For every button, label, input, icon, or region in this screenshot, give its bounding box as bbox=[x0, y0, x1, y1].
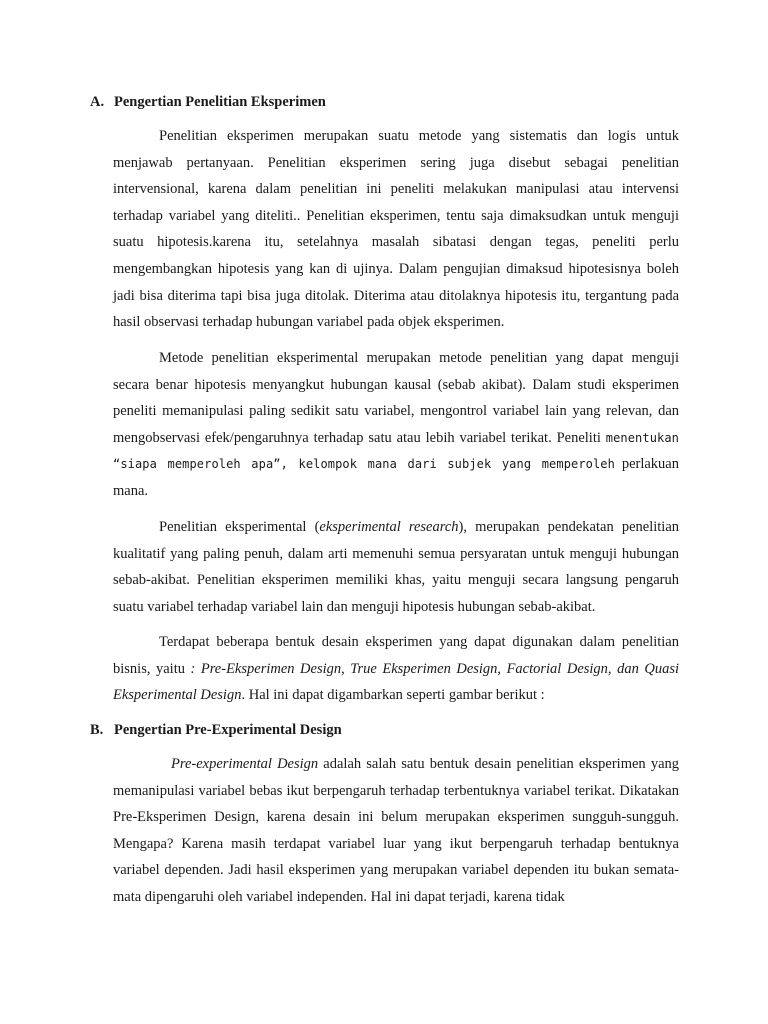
paragraph-3-text-a: Penelitian eksperimental ( bbox=[159, 519, 320, 535]
paragraph-3-italic: eksperimental research bbox=[319, 519, 459, 535]
section-a-heading bbox=[90, 92, 326, 112]
paragraph-1-text: Penelitian eksperimen merupakan suatu metode yang sistematis dan logis untuk menjawab pertanyaan. Penelitian eksperimen sering juga disebut sebagai penelitian intervensional, karena dalam penelitian ini peneliti melakukan manipulasi atau intervensi terhadap variabel yang diteliti.. Penelitian eksperimen, tentu saja dimaksudkan untuk menguji suatu hipotesis.karena itu, setelahnya masalah sibatasi dengan tegas, peneliti perlu mengembangkan hipotesis yang kan di ujinya. Dalam pengujian dimaksud hipotesisnya boleh jadi bisa diterima tapi bisa juga ditolak. Diterima atau ditolaknya hipotesis itu, tergantung pada hasil observasi terhadap hubungan variabel pada objek eksperimen. bbox=[113, 128, 679, 331]
paragraph-2-text-b: menentukan “siapa memperoleh apa”, kelompok mana dari subjek yang memperoleh bbox=[113, 430, 679, 472]
section-b-title: Pengertian Pre-Experimental Design bbox=[114, 722, 342, 738]
paragraph-4-italic: : Pre-Eksperimen Design, True Eksperimen Design, Factorial Design, dan Quasi Eksperimental Design bbox=[113, 660, 679, 704]
paragraph-4-text-b: . Hal ini dapat digambarkan seperti gambar berikut : bbox=[241, 687, 545, 704]
paragraph-1 bbox=[113, 123, 679, 336]
paragraph-5-italic: Pre-experimental Design bbox=[171, 756, 319, 772]
paragraph-2-text-a: Metode penelitian eksperimental merupakan metode penelitian yang dapat menguji secara benar hipotesis menyangkut hubungan kausal (sebab akibat). Dalam studi eksperimen peneliti memanipulasi paling sedikit satu variabel, mengontrol variabel lain yang relevan, dan mengobservasi efek/pengaruhnya terhadap satu atau lebih variabel terikat. Peneliti bbox=[113, 350, 679, 446]
paragraph-3 bbox=[113, 514, 679, 620]
paragraph-4 bbox=[113, 629, 679, 709]
section-a-title: Pengertian Penelitian Eksperimen bbox=[114, 94, 326, 110]
paragraph-2 bbox=[113, 345, 679, 505]
section-b-label: B. bbox=[90, 722, 104, 738]
paragraph-5-text: adalah salah satu bentuk desain penelitian eksperimen yang memanipulasi variabel bebas ikut berpengaruh terhadap terbentuknya variabel terikat. Dikatakan Pre-Eksperimen Design, karena desain ini belum merupakan eksperimen sungguh-sungguh. Mengapa? Karena masih terdapat variabel luar yang ikut berpengaruh terhadap bentuknya variabel dependen. Jadi hasil eksperimen yang merupakan variabel dependen itu bukan semata-mata dipengaruhi oleh variabel independen. Hal ini dapat terjadi, karena tidak bbox=[113, 756, 680, 905]
paragraph-5 bbox=[113, 751, 679, 911]
section-a-label: A. bbox=[90, 94, 105, 110]
paragraph-3-text-b: ), merupakan pendekatan penelitian kualitatif yang paling penuh, dalam arti memenuhi semua persyaratan untuk menguji hubungan sebab-akibat. Penelitian eksperimen memiliki khas, yaitu menguji secara langsung pengaruh suatu variabel terhadap variabel lain dan menguji hipotesis hubungan sebab-akibat. bbox=[113, 519, 679, 615]
paragraph-4-text-a: Terdapat beberapa bentuk desain eksperimen yang dapat digunakan dalam penelitian bisnis, yaitu bbox=[113, 634, 679, 677]
section-b-heading bbox=[90, 720, 342, 740]
paragraph-2-text-c: perlakuan mana. bbox=[113, 456, 679, 499]
